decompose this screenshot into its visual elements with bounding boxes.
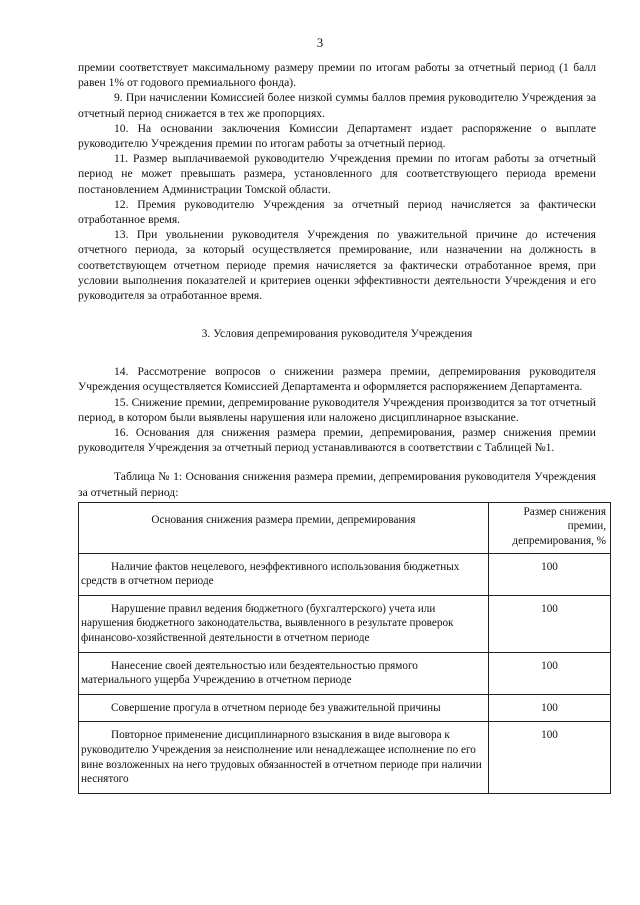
paragraph: 15. Снижение премии, депремирование руководителя Учреждения производится за тот отчетный период, в котором были выявлены нарушения или наложено дисциплинарное взыскание. [78,395,596,424]
page-number: 3 [316,36,324,50]
basis-text: Нанесение своей деятельностью или бездеятельностью прямого материального ущерба Учреждению в отчетном периоде [81,659,418,687]
table-row [79,694,611,722]
value-cell: 100 [489,553,611,595]
paragraphs-block-2 [78,364,596,455]
table-caption: Таблица № 1: Основания снижения размера премии, депремирования руководителя Учреждения за отчетный период: [78,470,596,499]
basis-cell [79,595,489,652]
table-row [79,595,611,652]
value-cell: 100 [489,722,611,793]
paragraph: 11. Размер выплачиваемой руководителю Учреждения премии по итогам работы за отчетный период не может превышать размера, установленного для соответствующего периода времени постановлением Администрации Томской области. [78,152,596,196]
deduction-table [78,502,611,794]
header-basis: Основания снижения размера премии, депремирования [79,502,489,553]
basis-text: Повторное применение дисциплинарного взыскания в виде выговора к руководителю Учреждения за неисполнение или ненадлежащее исполнение по его вине возложенных на него трудовых обязанностей в отчетном периоде при наличии неснятого [81,729,482,786]
basis-text: Совершение прогула в отчетном периоде без уважительной причины [111,701,441,714]
paragraph: 14. Рассмотрение вопросов о снижении размера премии, депремирования руководителя Учреждения осуществляется Комиссией Департамента и оформляется распоряжением Департамента. [78,365,596,394]
paragraph: 13. При увольнении руководителя Учреждения по уважительной причине до истечения отчетного периода, за который осуществляется премирование, или назначении на должность в соответствующем отчетном периоде премия начисляется за фактически отработанное время, при условии выполнения показателей и критериев оценки эффективности деятельности Учреждения и его руководителя за отработанное время. [78,228,596,303]
value-cell: 100 [489,694,611,722]
document-body [78,60,606,794]
value-cell: 100 [489,652,611,694]
paragraph: 16. Основания для снижения размера премии, депремирования, размер снижения премии руководителя Учреждения за отчетный период устанавливаются в соответствии с Таблицей №1. [78,426,596,455]
basis-text: Нарушение правил ведения бюджетного (бухгалтерского) учета или нарушения бюджетного законодательства, выявленного в результате проверок финансово-хозяйственной деятельности в отчетном периоде [81,602,454,645]
table-header-row [79,502,611,553]
paragraph: 12. Премия руководителю Учреждения за отчетный период начисляется за фактически отработанное время. [78,197,596,227]
paragraph: премии соответствует максимальному размеру премии по итогам работы за отчетный период (1 балл равен 1% от годового премиального фонда). [78,61,596,90]
table-row [79,722,611,793]
section-heading: 3. Условия депремирования руководителя Учреждения [201,327,473,341]
header-size: Размер снижения премии, депремирования, % [489,502,611,553]
basis-cell [79,553,489,595]
value-cell: 100 [489,595,611,652]
basis-cell [79,694,489,722]
basis-cell [79,652,489,694]
table-row [79,553,611,595]
paragraphs-block-1 [78,60,596,303]
basis-cell [79,722,489,793]
basis-text: Наличие фактов нецелевого, неэффективного использования бюджетных средств в отчетном периоде [81,560,460,588]
paragraph: 9. При начислении Комиссией более низкой суммы баллов премия руководителю Учреждения за отчетный период снижается в тех же пропорциях. [78,91,596,120]
paragraph: 10. На основании заключения Комиссии Департамент издает распоряжение о выплате руководителю Учреждения премии по итогам работы за отчетный период. [78,121,596,151]
table-row [79,652,611,694]
